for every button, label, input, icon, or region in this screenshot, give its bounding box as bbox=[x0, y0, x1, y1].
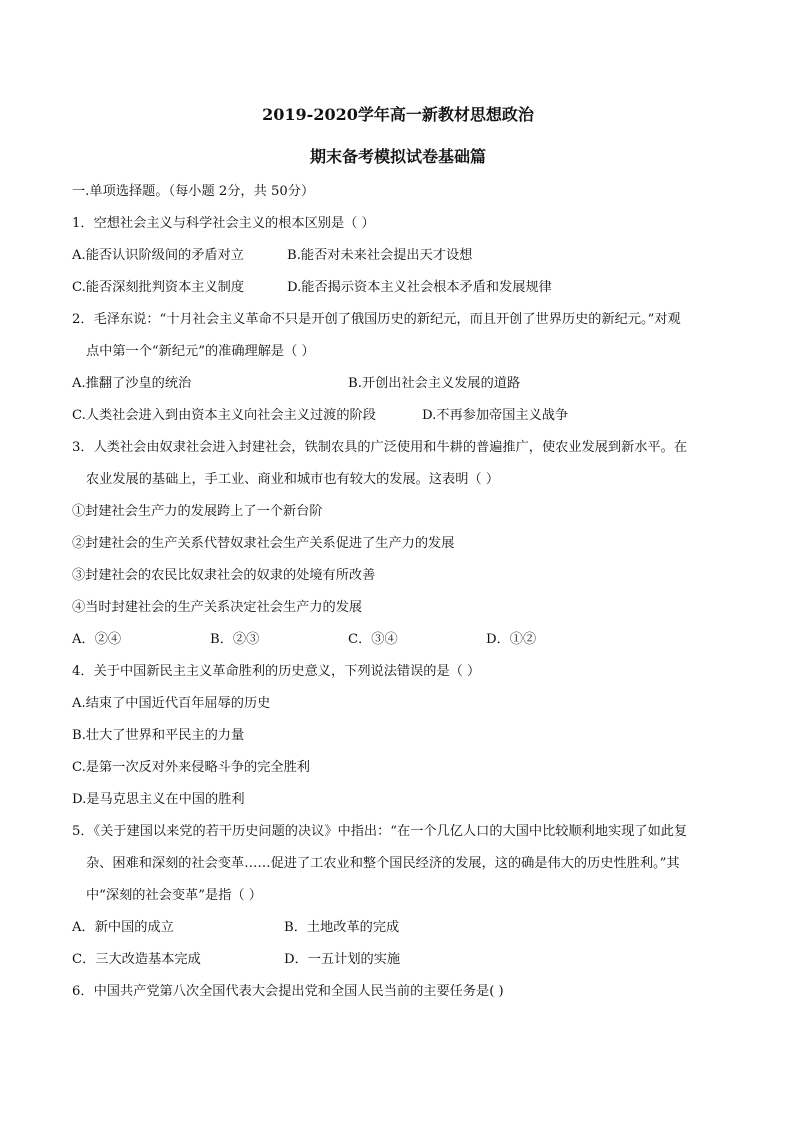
question-5-options-row-2 bbox=[72, 944, 724, 976]
question-3-statement-1: ①封建社会生产力的发展跨上了一个新台阶 bbox=[72, 504, 323, 519]
question-2-option-a: A.推翻了沙皇的统治 bbox=[72, 376, 192, 391]
question-2-options-row-1 bbox=[72, 368, 724, 400]
question-1-stem: 1．空想社会主义与科学社会主义的根本区别是（ ） bbox=[72, 216, 375, 231]
question-4-option-d: D.是马克思主义在中国的胜利 bbox=[72, 792, 245, 807]
question-6-stem: 6．中国共产党第八次全国代表大会提出党和全国人民当前的主要任务是( ) bbox=[72, 984, 504, 999]
question-5-options-row-1 bbox=[72, 912, 724, 944]
question-1-option-c: C.能否深刻批判资本主义制度 bbox=[72, 280, 245, 295]
question-2-option-b: B.开创出社会主义发展的道路 bbox=[348, 376, 521, 391]
question-3-stem-cont: 农业发展的基础上，手工业、商业和城市也有较大的发展。这表明（ ） bbox=[86, 472, 500, 487]
question-3-option-c: C．③④ bbox=[348, 632, 398, 647]
question-3-option-d: D．①② bbox=[486, 632, 537, 647]
question-4-stem: 4．关于中国新民主主义革命胜利的历史意义，下列说法错误的是（ ） bbox=[72, 664, 481, 679]
question-4-option-a: A.结束了中国近代百年屈辱的历史 bbox=[72, 696, 271, 711]
question-3-statement-3: ③封建社会的农民比奴隶社会的奴隶的处境有所改善 bbox=[72, 568, 376, 583]
question-3-options-row bbox=[72, 624, 724, 656]
question-5-option-b: B．土地改革的完成 bbox=[284, 920, 400, 935]
question-5-option-c: C．三大改造基本完成 bbox=[72, 952, 201, 967]
exam-subtitle: 期末备考模拟试卷基础篇 bbox=[309, 147, 486, 166]
question-2-stem-cont: 点中第一个“新纪元”的准确理解是（ ） bbox=[86, 344, 315, 359]
question-5-stem-cont-2: 中“深刻的社会变革”是指（ ） bbox=[86, 888, 262, 903]
question-3-option-a: A．②④ bbox=[72, 632, 122, 647]
question-2-options-row-2 bbox=[72, 400, 724, 432]
question-1-options-row-2 bbox=[72, 272, 724, 304]
question-5-option-d: D．一五计划的实施 bbox=[284, 952, 401, 967]
question-4-option-c: C.是第一次反对外来侵略斗争的完全胜利 bbox=[72, 760, 310, 775]
question-3-stem: 3．人类社会由奴隶社会进入封建社会，铁制农具的广泛使用和牛耕的普遍推广，使农业发展到新水平。在 bbox=[72, 440, 688, 455]
question-2-option-c: C.人类社会进入到由资本主义向社会主义过渡的阶段 bbox=[72, 408, 376, 423]
question-5-stem: 5．《关于建国以来党的若干历史问题的决议》中指出：“在一个几亿人口的大国中比较顺利地实现了如此复 bbox=[72, 824, 688, 839]
question-2-stem: 2．毛泽东说：“十月社会主义革命不只是开创了俄国历史的新纪元，而且开创了世界历史的新纪元。”对观 bbox=[72, 312, 681, 327]
question-5-option-a: A．新中国的成立 bbox=[72, 920, 174, 935]
question-3-option-b: B．②③ bbox=[210, 632, 260, 647]
question-2-option-d: D.不再参加帝国主义战争 bbox=[422, 408, 569, 423]
question-4-option-b: B.壮大了世界和平民主的力量 bbox=[72, 728, 245, 743]
question-1-option-d: D.能否揭示资本主义社会根本矛盾和发展规律 bbox=[287, 280, 552, 295]
section-heading: 一.单项选择题。（每小题 2分，共 50分） bbox=[72, 184, 315, 199]
question-5-stem-cont-1: 杂、困难和深刻的社会变革……促进了工农业和整个国民经济的发展，这的确是伟大的历史性胜利。”其 bbox=[86, 856, 680, 871]
question-1-options-row-1 bbox=[72, 240, 724, 272]
question-1-option-b: B.能否对未来社会提出天才设想 bbox=[287, 248, 473, 263]
exam-title: 2019-2020学年高一新教材思想政治 bbox=[262, 105, 534, 124]
question-3-statement-4: ④当时封建社会的生产关系决定社会生产力的发展 bbox=[72, 600, 363, 615]
question-1-option-a: A.能否认识阶级间的矛盾对立 bbox=[72, 248, 244, 263]
question-3-statement-2: ②封建社会的生产关系代替奴隶社会生产关系促进了生产力的发展 bbox=[72, 536, 455, 551]
